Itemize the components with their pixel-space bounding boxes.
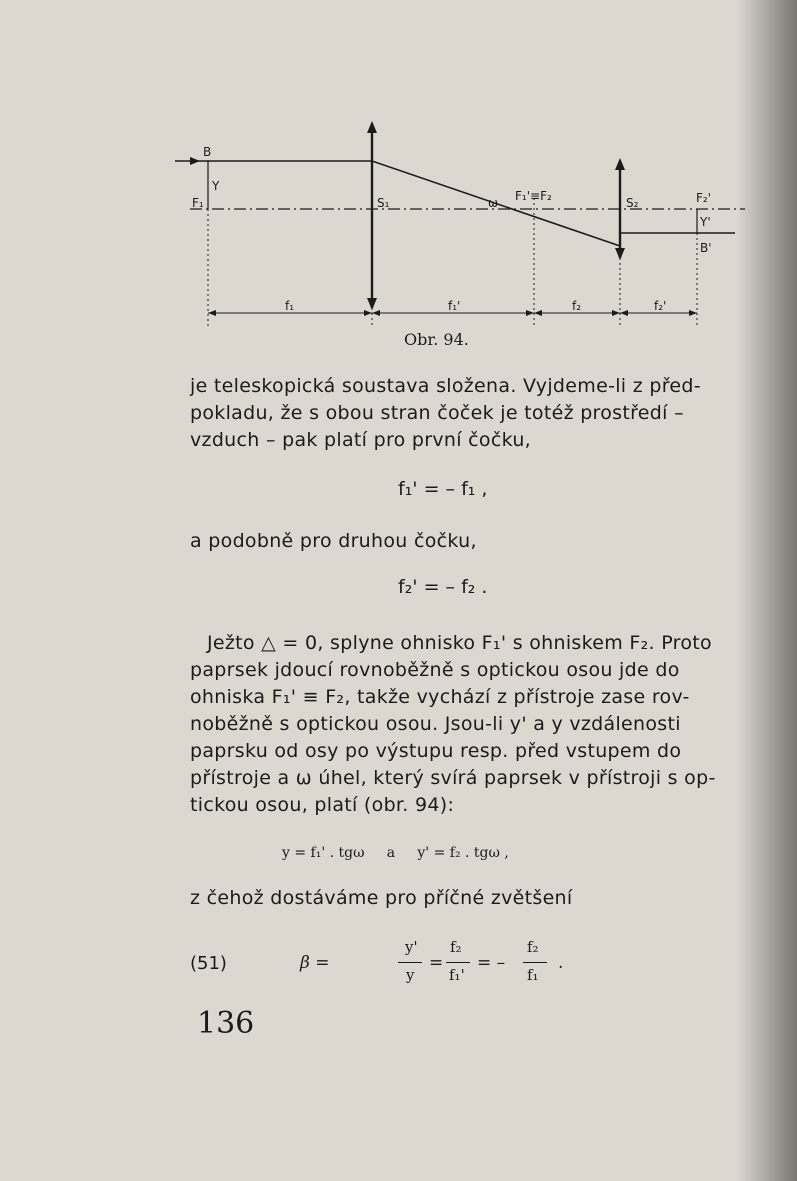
label-Y: Y [212,179,220,193]
para3-line4: noběžně s optickou osou. Jsou-li y' a y vzdálenosti [190,713,681,735]
para3-line1: Ježto △ = 0, splyne ohnisko F₁' s ohniskem F₂. Proto [207,632,712,654]
label-Bp: B' [700,241,712,255]
equation-51 [190,935,750,995]
label-f2: f₂ [572,299,582,313]
label-B: B [203,145,212,159]
label-f1: f₁ [285,299,295,313]
label-F1: F₁ [192,196,204,210]
eq51-number: (51) [190,953,227,974]
ray-arrow-icon [190,157,200,165]
eq51-eq: = [429,953,444,973]
equation-1: f₁' = – f₁ , [398,478,488,500]
eq51-frac2-den: f₁' [449,966,465,984]
eq51-frac3-num: f₂ [527,938,539,956]
para1-line3: vzduch – pak platí pro první čočku, [190,429,531,451]
label-omega: ω [488,196,499,210]
label-S1: S₁ [377,196,390,210]
equation-2: f₂' = – f₂ . [398,576,488,598]
figure-caption: Obr. 94. [404,330,469,349]
equation-3: y = f₁' . tgω a y' = f₂ . tgω , [282,845,509,861]
para3-line7: tickou osou, platí (obr. 94): [190,794,455,816]
eq51-dot: . [558,953,564,973]
eq51-frac2-num: f₂ [450,938,462,956]
label-F2p: F₂' [696,191,712,205]
label-f1p: f₁' [448,299,461,313]
para3-line2: paprsek jdoucí rovnoběžně s optickou osou jde do [190,659,680,681]
lens2-arrow-up-icon [615,158,625,170]
eq51-eq2: = – [477,953,506,973]
label-f2p: f₂' [654,299,667,313]
eq51-frac3-den: f₁ [527,966,539,984]
label-S2: S₂ [626,196,639,210]
eq51-beta: β = [300,953,330,973]
para4: z čehož dostáváme pro příčné zvětšení [190,887,573,909]
page-number: 136 [197,1006,255,1041]
para3-line3: ohniska F₁' ≡ F₂, takže vychází z přístroje zase rov- [190,686,690,708]
eq51-frac1-den: y [406,966,415,984]
label-Yp: Y' [700,215,711,229]
optics-diagram [170,118,750,338]
para2: a podobně pro druhou čočku, [190,530,477,552]
label-F1p-F2: F₁'≡F₂ [515,189,552,203]
lens1-arrow-up-icon [367,121,377,133]
para1-line2: pokladu, že s obou stran čoček je totéž prostředí – [190,402,684,424]
para3-line6: přístroje a ω úhel, který svírá paprsek v přístroji s op- [190,767,716,789]
eq51-frac1-num: y' [405,938,418,956]
para3-line5: paprsku od osy po výstupu resp. před vstupem do [190,740,682,762]
para1-line1: je teleskopická soustava složena. Vyjdeme-li z před- [190,375,701,397]
